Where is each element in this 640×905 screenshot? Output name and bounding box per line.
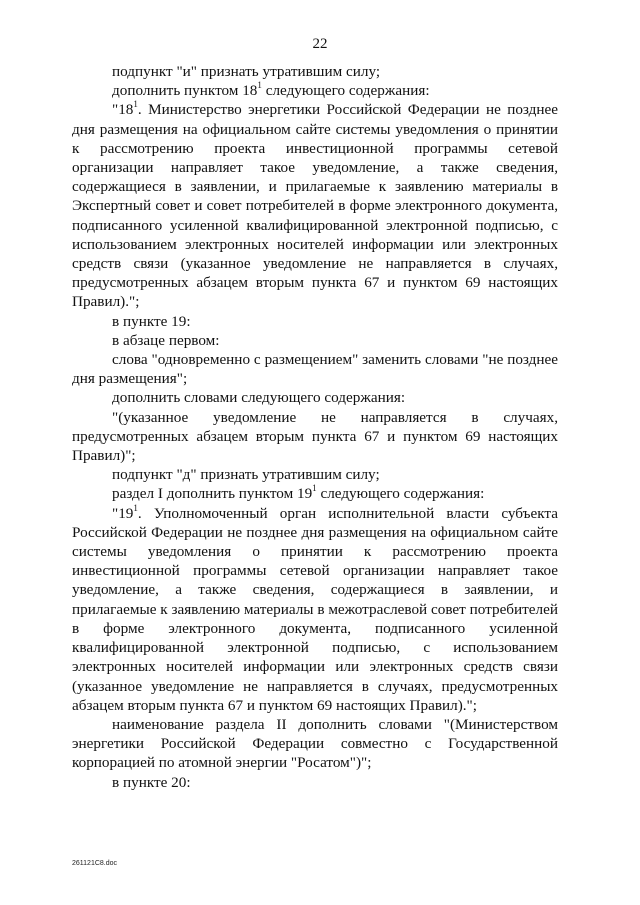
superscript: 1 — [133, 99, 138, 110]
paragraph-add-item-19-1: раздел I дополнить пунктом $19^1$ следующего содержания: — [112, 483, 485, 503]
paragraph-add-item-18-1: дополнить пунктом $18^1$ следующего содержания: — [112, 80, 430, 100]
superscript: 1 — [133, 502, 138, 513]
footer-filename: 261121C8.doc — [72, 860, 118, 867]
paragraph-item-18-1-text: "$18^1$. Министерство энергетики Российской Федерации не позднее дня размещения на официальном сайте системы уведомления о принятии к рассмотрению проекта инвестиционной программы сетевой организации направляет такое уведомление, а также сведения, содержащиеся в заявлении, и прилагаемые к заявлению материалы в Экспертный совет и совет потребителей в форме электронного документа, подписанного усиленной квалифицированной электронной подписью, с использованием электронных носителей информации или электронных средств связи (указанное уведомление не направляется в случаях, предусмотренных абзацем вторым пункта 67 и пунктом 69 настоящих Правил)."; — [72, 99, 558, 311]
paragraph-subitem-i: подпункт "и" признать утратившим силу; — [112, 63, 381, 80]
paragraph-item-19: в пункте 19: — [112, 312, 191, 330]
paragraph-inserted-words: "(указанное уведомление не направляется в случаях, предусмотренных абзацем вторым пункта 67 и пунктом 69 настоящих Правил)"; — [72, 408, 558, 465]
paragraph-first-abzats: в абзаце первом: — [112, 331, 220, 349]
document-body — [72, 62, 558, 792]
paragraph-item-20: в пункте 20: — [112, 773, 191, 791]
paragraph-item-19-1-text: "$19^1$. Уполномоченный орган исполнительной власти субъекта Российской Федерации не позднее дня размещения на официальном сайте системы уведомления о принятии к рассмотрению проекта инвестиционной программы сетевой организации направляет такое уведомление, а также сведения, содержащиеся в заявлении, и прилагаемые к заявлению материалы в межотраслевой совет потребителей в форме электронного документа, подписанного усиленной квалифицированной электронной подписью, с использованием электронных носителей информации или электронных средств связи (указанное уведомление не направляется в случаях, предусмотренных абзацем вторым пункта 67 и пунктом 69 настоящих Правил)."; — [72, 502, 558, 714]
paragraph-add-words: дополнить словами следующего содержания: — [112, 389, 406, 407]
paragraph-subitem-d: подпункт "д" признать утратившим силу; — [112, 466, 380, 484]
paragraph-replace-words: слова "одновременно с размещением" заменить словами "не позднее дня размещения"; — [72, 351, 558, 388]
paragraph-section-2-title: наименование раздела II дополнить словами "(Министерством энергетики Российской Федерации совместно с Государственной корпорацией по атомной энергии "Росатом")"; — [72, 715, 558, 772]
page-number: 22 — [312, 36, 328, 52]
superscript: 1 — [312, 483, 317, 494]
superscript: 1 — [257, 80, 262, 91]
